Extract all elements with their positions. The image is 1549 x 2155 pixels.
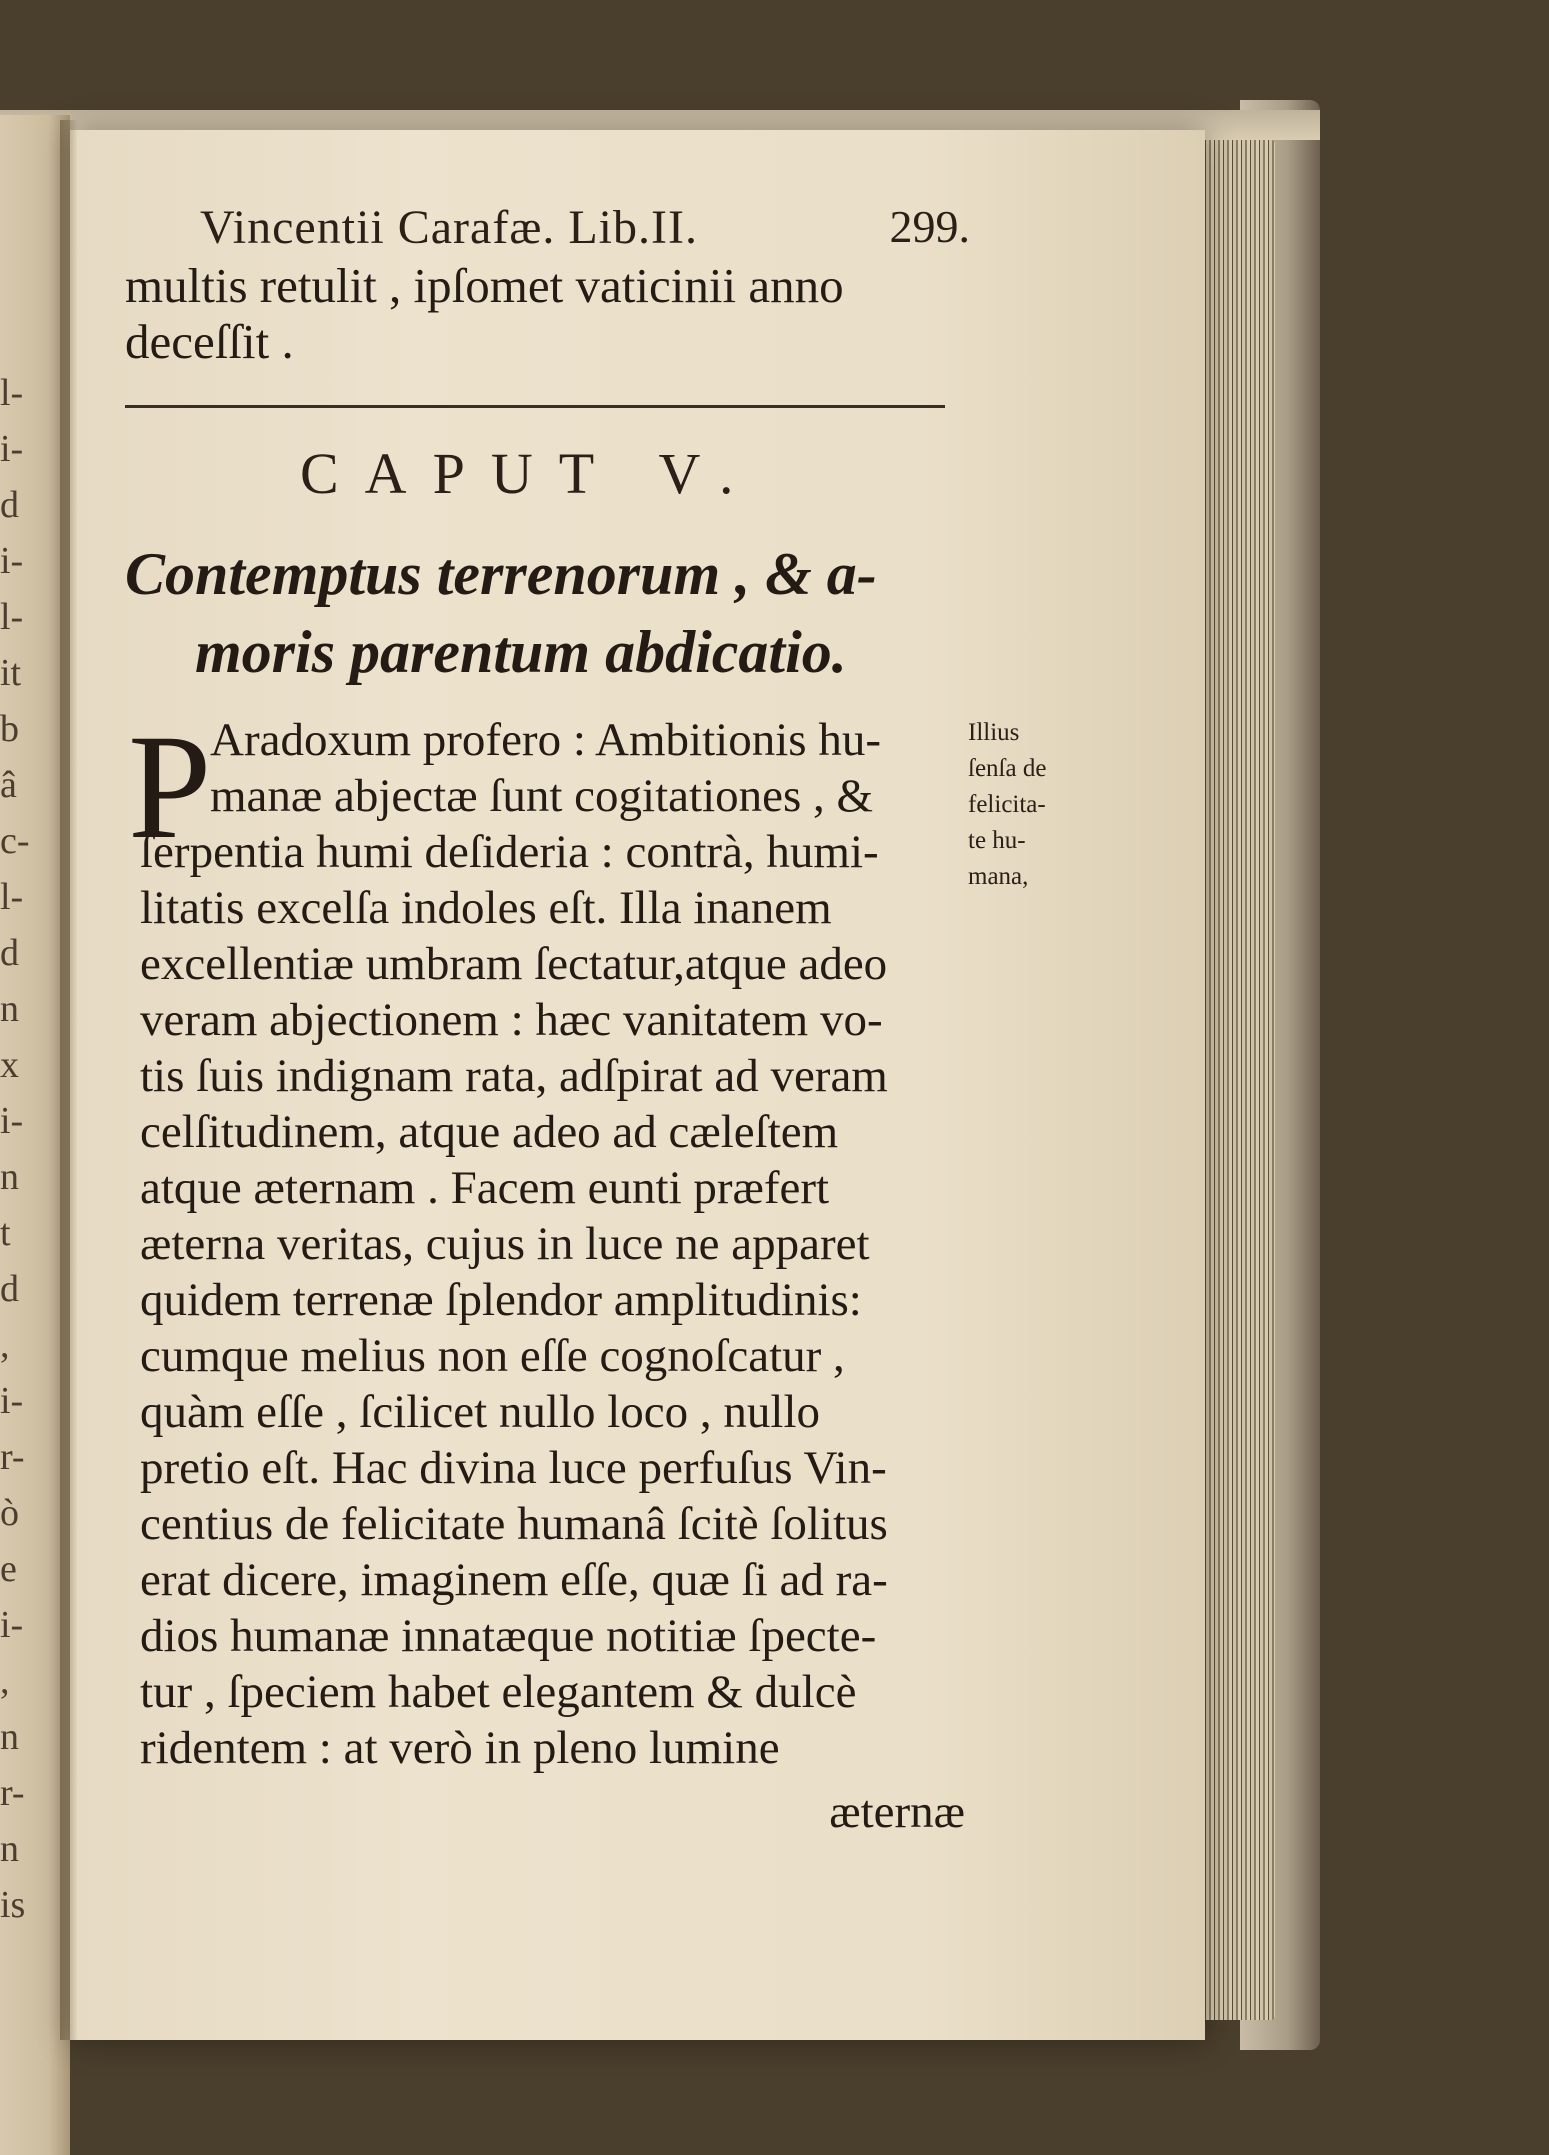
text-line: cumque melius non eſſe cognoſcatur ,	[140, 1330, 845, 1382]
text-line: litatis excelſa indoles eſt. Illa inanem	[140, 882, 832, 934]
section-rule	[125, 405, 945, 408]
paragraph-indented-lines	[210, 712, 960, 824]
page-number: 299.	[889, 201, 970, 252]
subtitle-line: Contemptus terrenorum , & a-	[125, 541, 877, 607]
left-page-fragment: d	[0, 932, 19, 974]
left-page-fragment: l-	[0, 596, 24, 638]
text-line: quàm eſſe , ſcilicet nullo loco , nullo	[140, 1386, 821, 1438]
left-page-fragment: it	[0, 652, 22, 694]
left-page-fragment: ,	[0, 1324, 10, 1366]
text-line: ridentem : at verò in pleno lumine	[140, 1722, 780, 1774]
left-page-fragment: n	[0, 1828, 19, 1870]
margin-note-line: Illius	[968, 719, 1020, 746]
spine-shadow	[60, 120, 78, 2040]
left-page-fragment: e	[0, 1548, 17, 1590]
text-line: dios humanæ innatæque notitiæ ſpecte-	[140, 1610, 877, 1662]
left-page-fragment: â	[0, 764, 17, 806]
margin-note-line: mana,	[968, 863, 1029, 890]
margin-note-line: felicita-	[968, 791, 1046, 818]
text-line: erat dicere, imaginem eſſe, quæ ſi ad ra-	[140, 1554, 888, 1606]
left-page-fragment: i-	[0, 540, 24, 582]
left-page-fragment: l-	[0, 372, 24, 414]
left-page-fragment: d	[0, 1268, 19, 1310]
left-page-fragment: t	[0, 1212, 11, 1254]
drop-cap: P	[128, 704, 212, 870]
text-line: centius de felicitate humanâ ſcitè ſolitus	[140, 1498, 888, 1550]
left-page-fragment: i-	[0, 1100, 24, 1142]
left-page-fragment: n	[0, 1156, 19, 1198]
subtitle-line: moris parentum abdicatio.	[195, 619, 847, 685]
left-page-fragment: ,	[0, 1660, 10, 1702]
left-page-fragment: c-	[0, 820, 30, 862]
opening-lines	[125, 258, 955, 370]
text-line: celſitudinem, atque adeo ad cæleſtem	[140, 1106, 839, 1158]
chapter-subtitle	[125, 535, 965, 691]
text-line: pretio eſt. Hac divina luce perfuſus Vin-	[140, 1442, 887, 1494]
left-page-fragment: i-	[0, 1604, 24, 1646]
margin-note-line: ſenſa de	[968, 755, 1047, 782]
left-page-fragment: l-	[0, 876, 24, 918]
left-page-fragment: x	[0, 1044, 19, 1086]
text-line: tis ſuis indignam rata, adſpirat ad veram	[140, 1050, 888, 1102]
chapter-heading: CAPUT V.	[300, 441, 760, 506]
margin-note	[968, 715, 1083, 895]
left-page-fragment: i-	[0, 428, 24, 470]
left-page-fragment: r-	[0, 1772, 25, 1814]
left-page-fragment: n	[0, 988, 19, 1030]
left-page-fragment: r-	[0, 1436, 25, 1478]
running-head	[200, 200, 970, 260]
text-line: excellentiæ umbram ſectatur,atque adeo	[140, 938, 888, 990]
left-page-fragment: is	[0, 1884, 26, 1926]
text-line: æterna veritas, cujus in luce ne apparet	[140, 1218, 870, 1270]
text-line: ſerpentia humi deſideria : contrà, humi-	[140, 826, 879, 878]
left-page-fragment: d	[0, 484, 19, 526]
catchword: æternæ	[829, 1786, 965, 1838]
text-line: veram abjectionem : hæc vanitatem vo-	[140, 994, 883, 1046]
left-page-fragment: b	[0, 708, 19, 750]
paragraph-body	[140, 824, 960, 1776]
text-line: tur , ſpeciem habet elegantem & dulcè	[140, 1666, 857, 1718]
margin-note-line: te hu-	[968, 827, 1026, 854]
text-line: deceſſit .	[125, 314, 294, 369]
text-line: quidem terrenæ ſplendor amplitudinis:	[140, 1274, 862, 1326]
text-line: atque æternam . Facem eunti præfert	[140, 1162, 830, 1214]
text-line: Aradoxum profero : Ambitionis hu-	[210, 714, 881, 766]
left-page-fragments	[0, 365, 30, 1933]
text-line: multis retulit , ipſomet vaticinii anno	[125, 258, 844, 313]
left-page-fragment: n	[0, 1716, 19, 1758]
left-page-fragment: i-	[0, 1380, 24, 1422]
running-title: Vincentii Carafæ. Lib.II.	[200, 201, 698, 254]
text-line: manæ abjectæ ſunt cogitationes , &	[210, 770, 874, 822]
left-page-fragment: ò	[0, 1492, 19, 1534]
